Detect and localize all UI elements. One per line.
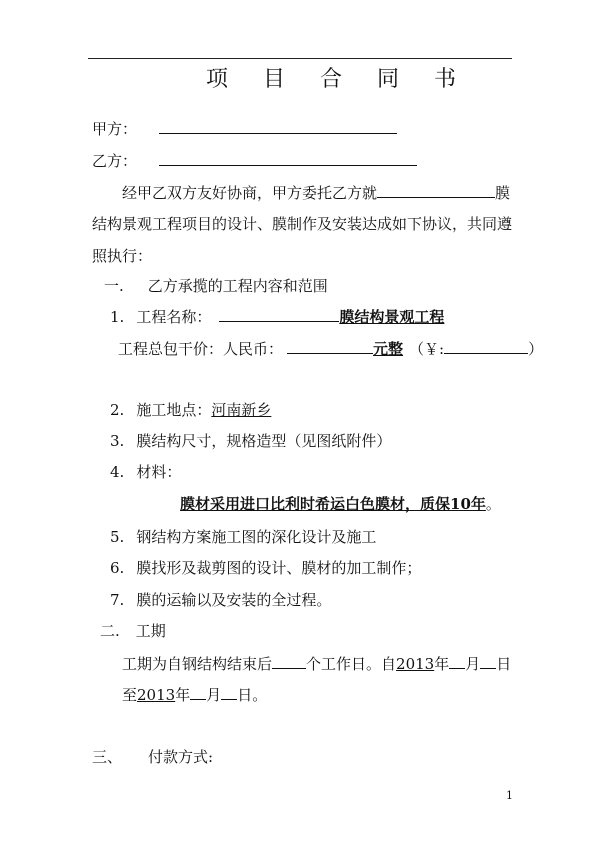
schedule-text-b: 个工作日。自 [306, 655, 397, 673]
item-6 [110, 558, 421, 578]
price-open: （￥: [409, 340, 445, 358]
intro-text-b: 膜 [495, 184, 511, 202]
header-rule [88, 58, 512, 59]
item-1-value: 膜结构景观工程 [339, 308, 445, 326]
party-a-line [92, 118, 397, 139]
item-3-number: 3. [110, 432, 125, 450]
end-text-a: 至 [122, 686, 138, 704]
price-unit: 元整 [373, 340, 404, 358]
material-end: 。 [485, 495, 501, 513]
project-name-field[interactable] [377, 182, 495, 198]
intro-line-2: 结构景观工程项目的设计、膜制作及安装达成如下协议，共同遵 [92, 215, 513, 233]
start-year-unit: 年 [434, 655, 450, 673]
item-1-label: 工程名称： [136, 308, 212, 326]
end-day-field[interactable] [221, 684, 237, 700]
section3-heading [92, 747, 213, 767]
schedule-line-2 [122, 684, 267, 705]
party-b-line [92, 150, 417, 171]
item-1-number: 1. [110, 308, 125, 326]
price-label: 工程总包干价：人民币： [118, 340, 284, 358]
material-spec: 膜材采用进口比利时希运白色膜材，质保10年 [180, 495, 486, 513]
end-month-field[interactable] [190, 684, 206, 700]
party-a-field[interactable] [159, 118, 397, 134]
start-month-unit: 月 [465, 655, 481, 673]
item-7 [110, 590, 331, 610]
intro-line-3: 照执行： [92, 247, 153, 265]
section1-heading [104, 276, 328, 296]
end-month-unit: 月 [206, 686, 222, 704]
item-7-text: 膜的运输以及安装的全过程。 [136, 591, 332, 609]
item-6-text: 膜找形及裁剪图的设计、膜材的加工制作； [136, 559, 422, 577]
item-6-number: 6. [110, 559, 125, 577]
start-year: 2013 [396, 655, 435, 673]
party-b-label: 乙方： [92, 152, 138, 170]
item-1 [110, 306, 444, 327]
price-amount-field[interactable] [287, 338, 373, 354]
end-year: 2013 [137, 686, 176, 704]
item-2 [110, 400, 271, 420]
schedule-text-a: 工期为自钢结构结束后 [122, 655, 273, 673]
material-line [180, 494, 501, 514]
item-4-text: 材料： [136, 463, 182, 481]
item-1-blank[interactable] [219, 306, 339, 322]
price-close: ） [528, 340, 544, 358]
start-day-unit: 日 [496, 655, 512, 673]
start-month-field[interactable] [449, 653, 465, 669]
section1-number: 一. [104, 277, 124, 295]
section2-title: 工期 [135, 622, 166, 640]
page-number: 1 [506, 789, 513, 802]
party-b-field[interactable] [159, 150, 417, 166]
party-a-label: 甲方： [92, 120, 138, 138]
item-3 [110, 431, 391, 451]
intro-text-a: 经甲乙双方友好协商，甲方委托乙方就 [122, 184, 378, 202]
item-5 [110, 527, 376, 547]
start-day-field[interactable] [480, 653, 496, 669]
item-5-text: 钢结构方案施工图的深化设计及施工 [136, 528, 377, 546]
intro-line-1 [122, 182, 510, 203]
schedule-line-1 [122, 653, 511, 674]
section2-heading [100, 621, 166, 641]
section1-title: 乙方承揽的工程内容和范围 [147, 277, 328, 295]
price-line [118, 338, 543, 359]
page-title: 项 目 合 同 书 [206, 67, 470, 92]
end-day-unit: 日。 [237, 686, 268, 704]
section3-title: 付款方式: [148, 748, 214, 766]
item-7-number: 7. [110, 591, 125, 609]
item-2-value: 河南新乡 [211, 401, 272, 419]
section2-number: 二. [100, 622, 120, 640]
item-2-label: 施工地点： [136, 401, 212, 419]
item-4-number: 4. [110, 463, 125, 481]
end-year-unit: 年 [175, 686, 191, 704]
item-5-number: 5. [110, 528, 125, 546]
item-4 [110, 462, 181, 482]
item-3-text: 膜结构尺寸，规格造型（见图纸附件） [136, 432, 392, 450]
section3-number: 三、 [92, 748, 123, 766]
price-symbol-field[interactable] [444, 338, 528, 354]
item-2-number: 2. [110, 401, 125, 419]
workdays-field[interactable] [272, 653, 306, 669]
